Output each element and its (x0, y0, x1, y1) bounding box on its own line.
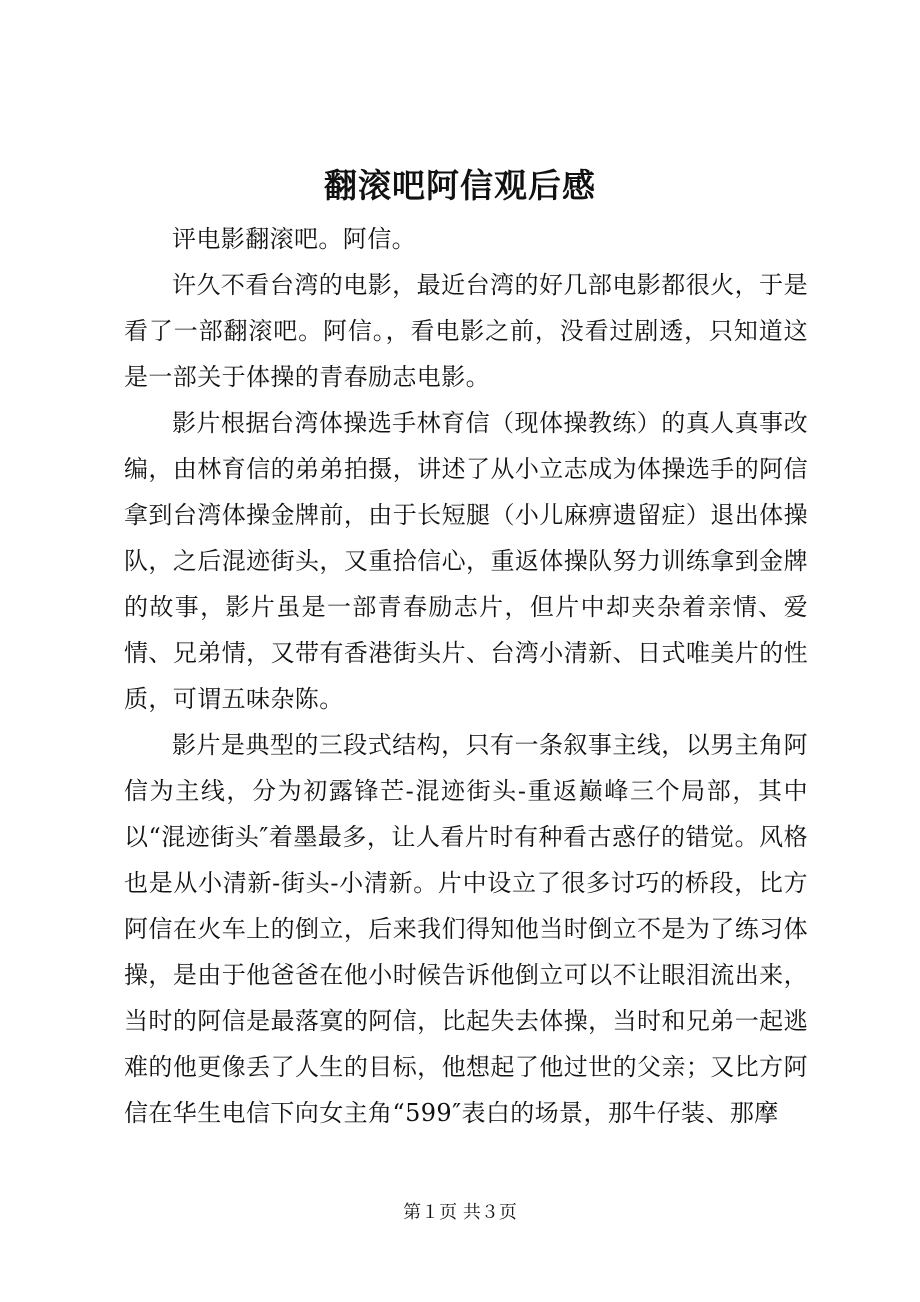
paragraph-2: 许久不看台湾的电影，最近台湾的好几部电影都很火，于是看了一部翻滚吧。阿信。，看电影之前，没看过剧透，只知道这是一部关于体操的青春励志电影。 (124, 271, 808, 391)
document-body (124, 216, 808, 1136)
document-title: 翻滚吧阿信观后感 (324, 166, 596, 205)
paragraph-4: 影片是典型的三段式结构，只有一条叙事主线，以男主角阿信为主线，分为初露锋芒-混迹街头-重返巅峰三个局部，其中以“混迹街头″着墨最多，让人看片时有种看古惑仔的错觉。风格也是从小清新-街头-小清新。片中设立了很多讨巧的桥段，比方阿信在火车上的倒立，后来我们得知他当时倒立不是为了练习体操，是由于他爸爸在他小时候告诉他倒立可以不让眼泪流出来，当时的阿信是最落寞的阿信，比起失去体操，当时和兄弟一起逃难的他更像丢了人生的目标，他想起了他过世的父亲；又比方阿信在华生电信下向女主角“599″表白的场景，那牛仔装、那摩 (124, 731, 808, 1127)
page-number: 第１页 共３页 (403, 1202, 517, 1223)
paragraph-1: 评电影翻滚吧。阿信。 (172, 225, 416, 253)
paragraph-3: 影片根据台湾体操选手林育信（现体操教练）的真人真事改编，由林育信的弟弟拍摄，讲述了从小立志成为体操选手的阿信拿到台湾体操金牌前，由于长短腿（小儿麻痹遗留症）退出体操队，之后混迹街头，又重拾信心，重返体操队努力训练拿到金牌的故事，影片虽是一部青春励志片，但片中却夹杂着亲情、爱情、兄弟情，又带有香港街头片、台湾小清新、日式唯美片的性质，可谓五味杂陈。 (124, 409, 808, 713)
